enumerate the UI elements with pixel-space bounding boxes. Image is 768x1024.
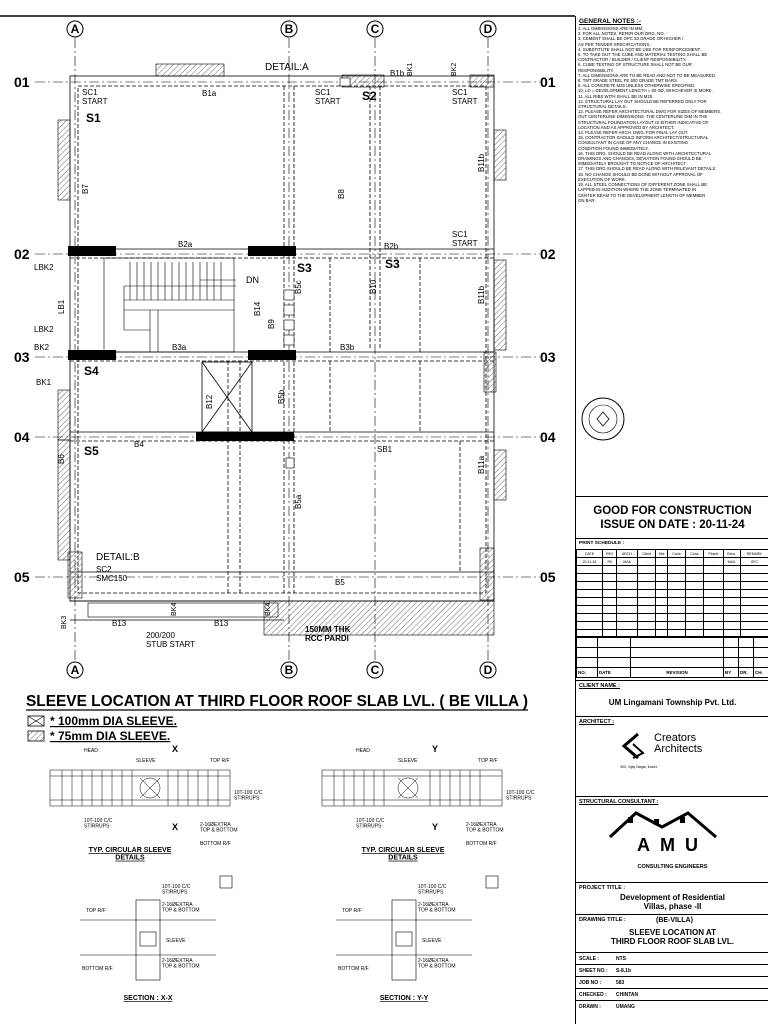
d1-tag-top: TOP R/F [210,758,230,764]
note-line: 8. TMT GRADE STEEL FE 500 GRADE TMT BARS. [578,78,679,84]
beam-b5b: B5b [277,389,286,404]
print-schedule-header: Cons. [686,550,704,558]
bk4-label-b: BK4 [265,602,272,616]
project-title-label: PROJECT TITLE : [579,885,626,891]
legend [28,714,177,743]
drawn-value: UMANG [616,1004,635,1010]
d1-tag-sleeve: SLEEVE [136,758,156,764]
slab-s2: S2 [362,89,377,103]
scale-row [576,952,768,964]
beam-b13a: B13 [112,619,127,628]
beam-b3b: B3b [340,343,355,352]
print-schedule-heading: PRINT SCHEDULE : [579,541,625,546]
lbk2-label-a: LBK2 [34,263,54,272]
grid-col-d-bottom: D [483,663,493,677]
title-block [575,16,768,1024]
note-line: IMMEDIATELY BROUGHT TO NOTICE OF ARCHITECT. [578,161,687,167]
print-schedule-header: Plumb [704,550,723,558]
architect-stamp [580,396,626,442]
scale-value: NTS [616,956,626,962]
note-line: 18. NO CHANGE SHOULD BE DONE WITHOUT APPROVAL OF [578,171,703,177]
detail-1-title: TYP. CIRCULAR SLEEVE DETAILS [88,847,172,862]
beam-b10: B10 [369,279,378,294]
drawing-title-text: SLEEVE LOCATION AT THIRD FLOOR ROOF SLAB LVL. [611,928,734,946]
grid-row-05-right: 05 [540,569,556,585]
beam-b5: B5 [335,578,345,587]
beam-b5a: B5a [294,494,303,509]
d2-tag-sleeve: SLEEVE [398,758,418,764]
sc1-start-label-2: SC1 START [315,88,341,106]
grid-col-b-bottom: B [284,663,294,677]
print-schedule-header: Elect. [723,550,740,558]
note-line: 4. SUBSTITUTE SHALL NOT BE USE FOR REINFORCEMENT. [578,46,701,52]
print-schedule-cell: - [686,558,704,566]
client-name-label: CLIENT NAME : [579,683,620,689]
grid-col-c-bottom: C [370,663,380,677]
slab-s4: S4 [84,364,99,378]
drawing-title: SLEEVE LOCATION AT THIRD FLOOR ROOF SLAB LVL. ( BE VILLA ) [26,693,528,710]
grid-row-04-right: 04 [540,429,556,445]
lb1-label: LB1 [57,299,66,314]
drawing-title-label: DRAWING TITLE : [579,917,626,923]
sy-tag-sleeve: SLEEVE [422,938,442,944]
grid-bubbles [67,21,496,678]
note-line: 7. ALL DIMENSIONS ARE TO BE READ AND NOT TO BE MEASURED. [578,72,717,78]
revision-header: CH. [754,668,768,678]
architect-name: Creators Architects [654,732,703,755]
note-line: CONDITION FOUND IMMEDIATELY. [578,145,649,151]
slab-s1: S1 [86,111,101,125]
note-line: CONTRACTOR / BUILDER / CLIENT RESPONSIBILITY. [578,57,687,63]
checked-row [576,988,768,1000]
rcc-pardi-label: 150MM THK RCC PARDI [305,625,351,643]
sheet-label: SHEET NO : [579,968,608,974]
beam-b6: B6 [57,454,66,464]
note-line: RESPONSIBILITY. [578,67,614,73]
note-line: 17. THIS DRG SHOULD BE READ ALONG WITH RELEVANT DETAILS. [578,166,717,172]
section-yy-title: SECTION : Y-Y [379,995,429,1002]
gfc-line1: GOOD FOR CONSTRUCTION [593,505,752,517]
d2-tag-stirrups-r: 10T-100 C/C STIRRUPS [506,790,535,802]
print-schedule-header: ARCH. [617,550,638,558]
section-xx [80,876,232,980]
note-line: 6. CUBE TESTING OF STRUCTURE SHALL NOT BE OUR [578,62,692,68]
print-schedule-cell: - [704,558,723,566]
beam-b1b: B1b [390,69,405,78]
legend-100mm: * 100mm DIA SLEEVE. [50,714,177,728]
architect-logo-icon [618,731,648,761]
d1-tag-bottom: BOTTOM R/F [200,841,231,847]
detail-b-label: DETAIL:B [96,552,140,563]
staircase [104,258,236,352]
d2-tag-top: TOP R/F [478,758,498,764]
note-line: ON BAR. [578,197,596,203]
note-line: DRAWINGS AND CHANGES, DEVIATION FOUND SHOULD BE [578,156,702,162]
grid-row-01-right: 01 [540,74,556,90]
sx-tag-top: TOP R/F [86,908,106,914]
note-line: 16. THIS DRG. SHOULD BE READ ALONG WITH ARCHITECTURAL [578,150,712,156]
job-label: JOB NO : [579,980,602,986]
beam-b7: B7 [81,184,90,194]
drawn-row [576,1000,768,1024]
drawing-title-block [576,914,768,952]
consultant-sub: CONSULTING ENGINEERS [637,864,708,870]
sleeve-detail-1 [50,770,230,806]
note-line: 19. ALL STEEL CONNECTIONS OF DIFFERENT ZONE SHALL BE [578,182,708,188]
sy-tag-extra-bot: 2-16ØEXTRA TOP & BOTTOM [418,958,456,970]
beam-b4: B4 [134,440,144,449]
sc1-start-label-3: SC1 START [452,88,478,106]
print-schedule-header: Site [655,550,667,558]
note-line: STRUCTURAL FOUNDATION LAYOUT IS EITHER INDICATIVE OF [578,119,709,125]
revision-table [576,637,768,678]
project-block [576,882,768,914]
beam-b2b: B2b [384,242,399,251]
d1-tag-stirrups-l: 10T-100 C/C STIRRUPS [84,818,113,830]
note-line: 2. FOR ALL NOTES, REFER OUR DRG. NO. - [578,31,668,37]
note-line: 5. TO TAKE OUT THE CUBE AND MATERIAL TESTING SHALL BE [578,52,708,58]
beam-b8: B8 [337,189,346,199]
detail-2-title: TYP. CIRCULAR SLEEVE DETAILS [361,847,445,862]
beam-b11a: B11a [477,455,486,474]
revision-header: DATE [598,668,631,678]
beam-sb1: SB1 [377,445,393,454]
beam-b2a: B2a [178,240,193,249]
checked-label: CHECKED : [579,992,607,998]
grid-col-a-bottom: A [70,663,80,677]
d2-tag-y-top: Y [432,744,439,754]
job-row [576,976,768,988]
print-schedule-cell: R0 [603,558,617,566]
revision-header: NO. [577,668,598,678]
grid-row-01-left: 01 [14,74,30,90]
print-schedule-cell: GFC [740,558,768,566]
structural-block [576,796,768,882]
section-yy [336,876,498,980]
print-schedule-header: Contr. [668,550,686,558]
print-schedule-cell: - [668,558,686,566]
d1-tag-x-bot: X [172,822,179,832]
print-schedule [576,538,768,638]
drawn-label: DRAWN : [579,1004,601,1010]
bk3-label: BK3 [61,615,68,629]
note-line: 15. CONTRACTOR SHOULD INFORM ARCHITECT/STRUCTURAL [578,135,709,141]
sx-tag-bottom: BOTTOM R/F [82,966,113,972]
architect-label: ARCHITECT : [579,719,615,725]
bk4-label-a: BK4 [171,602,178,616]
sx-tag-sleeve: SLEEVE [166,938,186,944]
grid-row-04-left: 04 [14,429,30,445]
lbk2-label-b: LBK2 [34,325,54,334]
d1-tag-x-top: X [172,744,179,754]
general-notes [576,16,768,448]
d1-tag-stirrups-r: 10T-100 C/C STIRRUPS [234,790,263,802]
consultant-name: AMU [637,835,708,855]
beam-b5c: B5c [294,280,303,294]
note-line: 9. ALL CONCRETE M25 UNLESS OTHERWISE SPECIFIED. [578,83,696,89]
revision-block [576,636,768,680]
d2-tag-bottom: BOTTOM R/F [466,841,497,847]
section-xx-title: SECTION : X-X [123,995,173,1002]
sc2-label: SC2 SMC150 [96,565,128,583]
sx-tag-stirrups: 10T-100 C/C STIRRUPS [162,884,191,896]
grid-col-c-top: C [370,22,380,36]
scale-label: SCALE : [579,956,599,962]
print-schedule-cell: 20-11-24 [577,558,603,566]
beam-b3a: B3a [172,343,187,352]
sheet-row [576,964,768,976]
revision-header: REVISION [631,668,724,678]
sleeve-detail-2 [322,770,502,806]
grid-col-d-top: D [483,22,493,36]
slab-s3a: S3 [297,261,312,275]
slab-s3b: S3 [385,257,400,271]
revision-header: DR. [739,668,754,678]
print-schedule-cell: MAIL [617,558,638,566]
slab-s5: S5 [84,444,99,458]
sy-tag-bottom: BOTTOM R/F [338,966,369,972]
print-schedule-cell: - [638,558,656,566]
detail-a-label: DETAIL:A [265,62,309,73]
note-line: 10. LD = DEVELOPMENT LENGTH = 50 XØ, WHICHEVER IS MORE. [578,88,713,94]
dn-label: DN [246,275,259,285]
revision-header: BY [724,668,739,678]
note-line: 11. ALL RIBS WITH SHALL BE IN M25. [578,93,654,99]
sheet-value: S-8.1b [616,968,632,974]
stub-label: 200/200 STUB START [146,631,196,649]
note-line: EXECUTION OF WORK. [578,176,626,182]
print-schedule-cell: - [655,558,667,566]
note-line: AS PER TENDER SPECIFICATIONS. [578,41,651,47]
note-line: 1. ALL DIMENSIONS ARE IN MM. [578,26,644,31]
grid-row-05-left: 05 [14,569,30,585]
client-block [576,680,768,716]
beam-b14: B14 [253,301,262,316]
note-line: OUT CENTERLINE DIMENSIONS. THE CENTERLINE DIM IN THE [578,114,708,120]
note-line: 14. PLEASE REFER ARCH. DWG. FOR FINAL LAY OUT. [578,130,689,136]
beam-b9: B9 [267,319,276,329]
d2-tag-extra: 2-16ØEXTRA TOP & BOTTOM [466,822,504,834]
note-line: STRUCTURAL DETAILS. [578,104,627,110]
d2-tag-y-bot: Y [432,822,439,832]
note-line: 3. CEMENT SHALL BE OPC 53 GRADE OR HIGHER / [578,36,684,42]
drawing-title-tag: (BE-VILLA) [656,917,693,924]
job-value: 583 [616,980,625,986]
note-line: CONSULTANT IN CASE OF ANY CHANGE IN EXISTING [578,140,688,146]
sc1-start-label-4: SC1 START [452,230,478,248]
print-schedule-header: REMARK [740,550,768,558]
sc1-start-label-1: SC1 START [82,88,108,106]
note-line: CENTER BEAM TO THE DEVELOPMENT LENGTH OF MEMBER [578,192,706,198]
note-line: 13. PLEASE REFER ARCHITECTURAL DWG FOR SIZES OF MEMBERS. [578,109,722,115]
print-schedule-table [576,549,768,638]
d1-tag-extra: 2-16ØEXTRA TOP & BOTTOM [200,822,238,834]
grid-row-02-right: 02 [540,246,556,262]
beam-b12: B12 [205,394,214,409]
architect-address: 303, Vijay Nagar, Indore [620,765,658,769]
note-line: LAPPED IN ADDITION WHERE THE ZONE TERMINATED IN [578,187,697,193]
grid-row-03-right: 03 [540,349,556,365]
d2-tag-stirrups-l: 10T-100 C/C STIRRUPS [356,818,385,830]
project-title: Development of Residential Villas, phase -II [620,893,725,911]
grid-row-03-left: 03 [14,349,30,365]
note-line: LOCATION AND AS APPROVED BY ARCHITECT. [578,124,675,130]
structural-label: STRUCTURAL CONSULTANT : [579,799,659,805]
sy-tag-stirrups: 10T-100 C/C STIRRUPS [418,884,447,896]
sx-tag-extra-bot: 2-16ØEXTRA TOP & BOTTOM [162,958,200,970]
grid-row-02-left: 02 [14,246,30,262]
beam-b13b: B13 [214,619,229,628]
notes-list [578,26,766,203]
bk1-label-b: BK1 [407,62,414,76]
bk1-label-a: BK1 [36,378,52,387]
gfc-line2: ISSUE ON DATE : 20-11-24 [600,519,745,531]
d2-tag-head: HEAD [356,748,370,754]
print-schedule-header: Client [638,550,656,558]
print-schedule-header: DATE [577,550,603,558]
sy-tag-top: TOP R/F [342,908,362,914]
client-name: UM Lingamani Township Pvt. Ltd. [608,698,737,707]
sx-tag-extra-top: 2-16ØEXTRA TOP & BOTTOM [162,902,200,914]
grid-col-b-top: B [284,22,294,36]
bk2-label-b: BK2 [451,62,458,76]
bk2-label-a: BK2 [34,343,50,352]
grid-col-a-top: A [70,22,80,36]
architect-block [576,716,768,796]
beam-b11b-upper: B11b [477,153,486,172]
general-notes-heading: GENERAL NOTES :- [579,18,641,25]
print-schedule-cell: MAIL [723,558,740,566]
beam-b11b-lower: B11b [477,285,486,304]
print-schedule-header: REV [603,550,617,558]
d1-tag-head: HEAD [84,748,98,754]
note-line: 12. STRUCTURAL LAY OUT SHOULD BE REFERRED ONLY FOR [578,98,707,104]
sy-tag-extra-top: 2-16ØEXTRA TOP & BOTTOM [418,902,456,914]
beam-b1a: B1a [202,89,217,98]
legend-75mm: * 75mm DIA SLEEVE. [50,729,171,743]
checked-value: CHINTAN [616,992,639,998]
